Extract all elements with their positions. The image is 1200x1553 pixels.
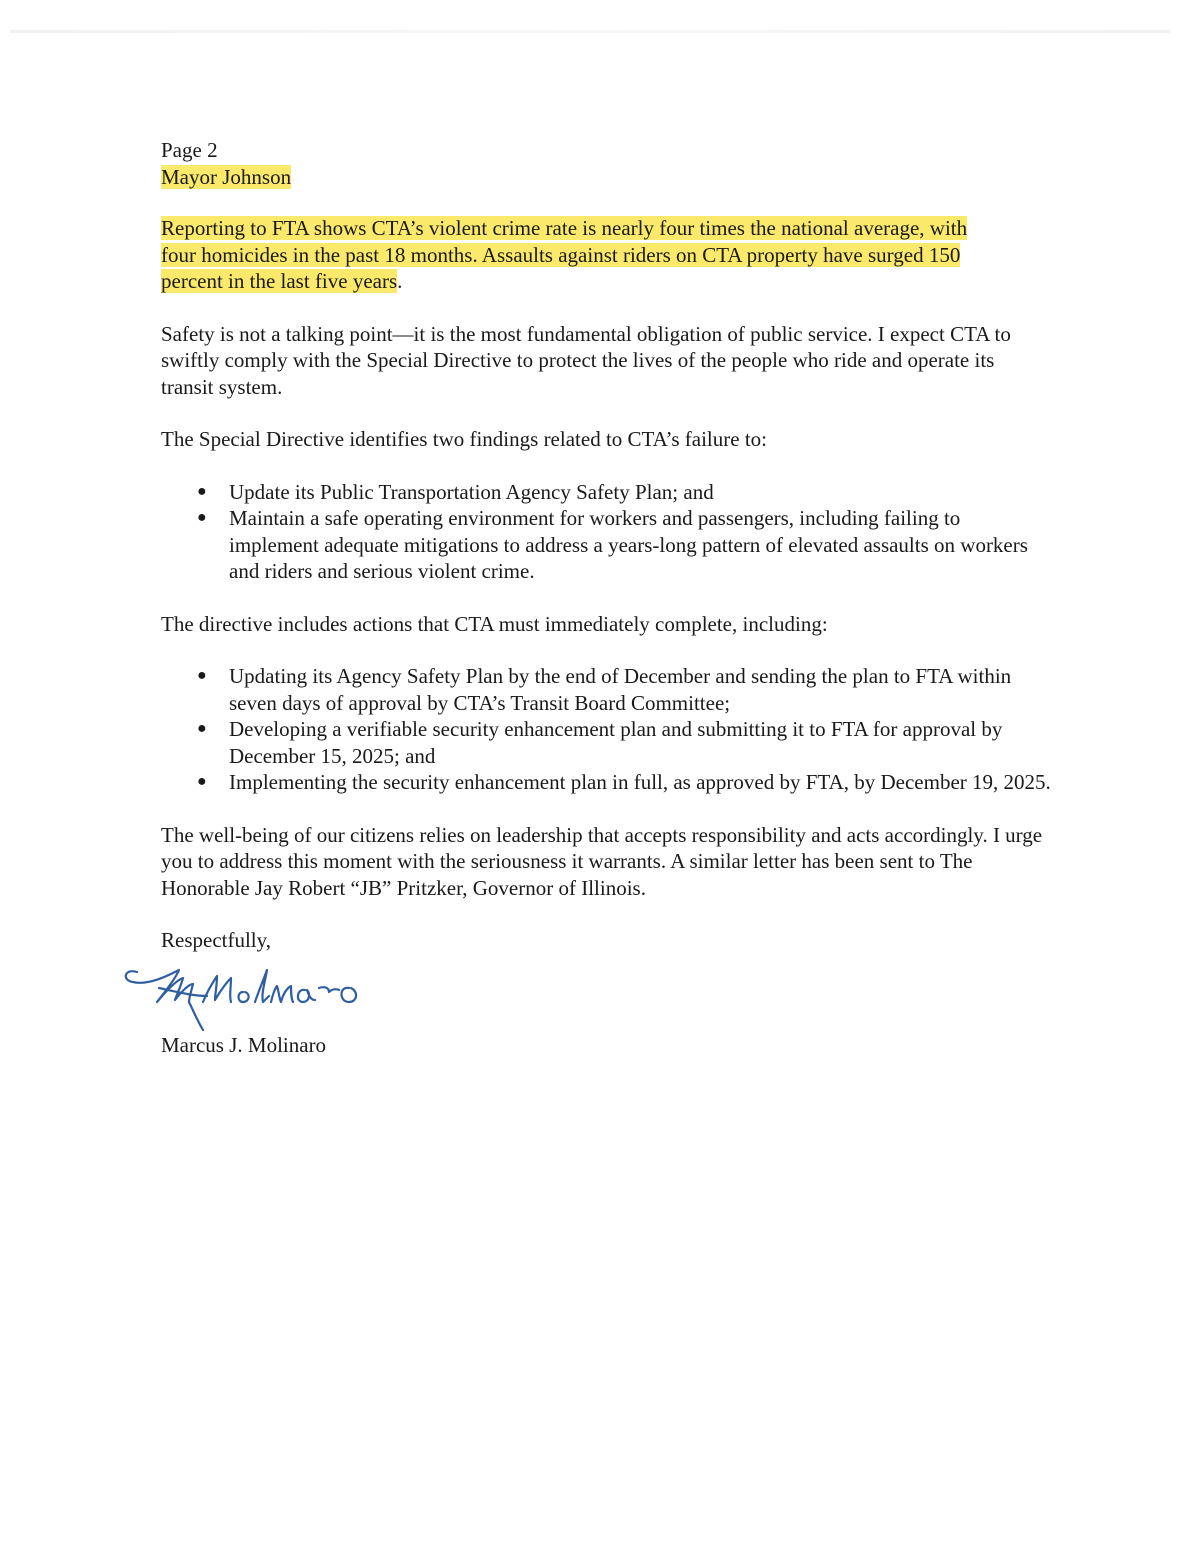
highlight-line-1: Reporting to FTA shows CTA’s violent crime rate is nearly four times the national average, with	[161, 216, 968, 240]
actions-intro: The directive includes actions that CTA must immediately complete, including:	[161, 611, 828, 636]
actions-item	[161, 769, 1051, 796]
bullet-icon: ●	[197, 482, 207, 500]
highlight-line-2: four homicides in the past 18 months. Assaults against riders on CTA property have surged 150	[161, 242, 961, 267]
signer-name: Marcus J. Molinaro	[161, 1032, 327, 1057]
findings-item-text: Update its Public Transportation Agency Safety Plan; and	[229, 479, 714, 504]
bullet-icon: ●	[197, 773, 207, 790]
findings-item-text: Maintain a safe operating environment for workers and passengers, including failing to implement adequate mitigations to address a years-long pattern of elevated assaults on workers and riders and serious violent crime.	[229, 506, 1028, 583]
recipient-name: Mayor Johnson	[161, 164, 292, 189]
actions-item-text: Implementing the security enhancement plan in full, as approved by FTA, by December 19, 2025.	[229, 770, 1051, 794]
safety-paragraph: Safety is not a talking point—it is the most fundamental obligation of public service. I expect CTA to swiftly comply with the Special Directive to protect the lives of the people who ride and operate its transit system.	[161, 321, 1011, 399]
closing-salutation: Respectfully,	[161, 928, 272, 952]
highlighted-paragraph	[161, 215, 1051, 295]
bullet-icon: ●	[197, 720, 207, 737]
bullet-icon: ●	[197, 509, 207, 526]
findings-intro: The Special Directive identifies two findings related to CTA’s failure to:	[161, 427, 767, 451]
signature-icon	[119, 958, 379, 1038]
actions-list	[161, 663, 1051, 796]
letter-header	[161, 137, 1051, 190]
findings-item	[161, 505, 1051, 585]
highlight-trailing: .	[397, 269, 403, 293]
wellbeing-paragraph: The well-being of our citizens relies on leadership that accepts responsibility and acts accordingly. I urge you to address this moment with the seriousness it warrants. A similar letter has been sent to The Honorable Jay Robert “JB” Pritzker, Governor of Illinois.	[161, 822, 1043, 900]
highlight-line-3: percent in the last five years	[161, 269, 398, 293]
bullet-icon: ●	[197, 667, 207, 684]
actions-item-text: Developing a verifiable security enhancement plan and submitting it to FTA for approval by December 15, 2025; and	[229, 717, 1003, 768]
actions-item	[161, 716, 1051, 769]
findings-list	[161, 479, 1051, 585]
scan-edge	[10, 30, 1170, 33]
page-label: Page 2	[161, 138, 218, 162]
findings-item	[161, 479, 1051, 506]
actions-item-text: Updating its Agency Safety Plan by the end of December and sending the plan to FTA within seven days of approval by CTA’s Transit Board Committee;	[229, 664, 1012, 715]
letter-body	[161, 137, 1051, 1058]
handwritten-signature	[119, 958, 379, 1038]
actions-item	[161, 663, 1051, 716]
